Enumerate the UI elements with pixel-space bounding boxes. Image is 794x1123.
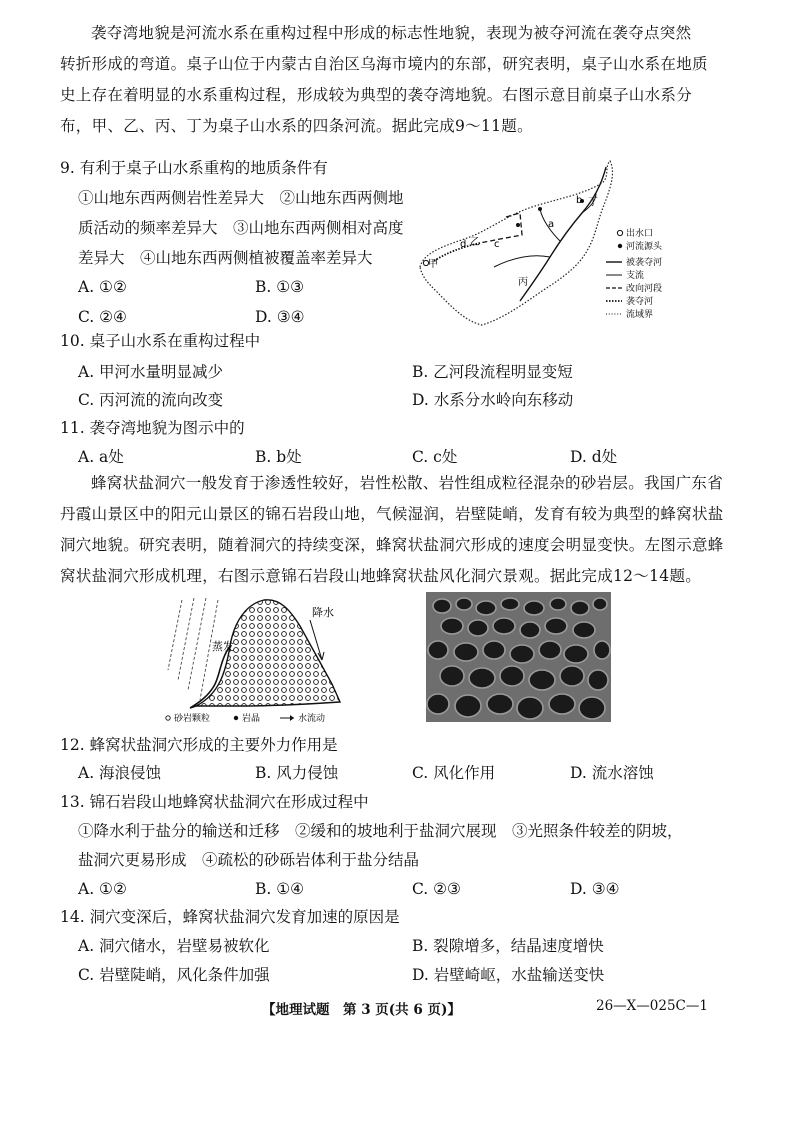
intro1-line: 布，甲、乙、丙、丁为桌子山水系的四条河流。据此完成9～11题。 [60, 117, 533, 135]
intro1-line: 袭夺湾地貌是河流水系在重构过程中形成的标志性地貌，表现为被夺河流在袭夺点突然 [91, 24, 692, 42]
captured-river [520, 167, 606, 301]
question-13-option-d[interactable]: D. ③④ [570, 880, 620, 898]
question-11-option-a[interactable]: A. a处 [78, 448, 124, 466]
question-12-option-d[interactable]: D. 流水溶蚀 [570, 764, 654, 782]
question-10-option-d[interactable]: D. 水系分水岭向东移动 [412, 391, 574, 409]
intro2-line: 蜂窝状盐洞穴一般发育于渗透性较好，岩性松散、岩性组成粒径混杂的砂岩层。我国广东省 [91, 474, 724, 492]
question-10-stem: 10. 桌子山水系在重构过程中 [60, 332, 261, 350]
legend-item: 支流 [626, 271, 645, 281]
intro-paragraph-1 [60, 18, 736, 142]
intro2-line: 窝状盐洞穴形成机理，右图示意锦石岩段山地蜂窝状盐风化洞穴景观。据此完成12～14题。 [60, 567, 702, 585]
question-13-line: 盐洞穴更易形成 ④疏松的砂砾岩体利于盐分结晶 [78, 851, 420, 869]
intro1-line: 转折形成的弯道。桌子山位于内蒙古自治区乌海市境内的东部，研究表明，桌子山水系在地质 [60, 55, 708, 73]
label-ding: 丁 [588, 197, 598, 208]
legend-item: 改向河段 [626, 284, 663, 294]
question-9-line: ①山地东西两侧岩性差异大 ②山地东西两侧地 [78, 189, 404, 207]
question-12-option-b[interactable]: B. 风力侵蚀 [255, 764, 339, 782]
label-a: a [548, 219, 555, 230]
footer-page-title: 【地理试题 第 3 页(共 6 页)】 [262, 1002, 461, 1018]
intro2-line: 丹霞山景区中的阳元山景区的锦石岩段山地，气候湿润，岩壁陡峭，发育有较为典型的蜂窝状盐 [60, 505, 724, 523]
intro1-line: 史上存在着明显的水系重构过程，形成较为典型的袭夺湾地貌。右图示意目前桌子山水系分 [60, 86, 693, 104]
honeycomb-cave-photo [426, 592, 611, 722]
legend-item: 岩晶 [242, 714, 261, 724]
intro2-line: 洞穴地貌。研究表明，随着洞穴的持续变深，蜂窝状盐洞穴形成的速度会明显变快。左图示意蜂 [60, 536, 724, 554]
question-13-option-b[interactable]: B. ①④ [255, 880, 305, 898]
question-11-option-c[interactable]: C. c处 [412, 448, 458, 466]
question-13-line: ①降水利于盐分的输送和迁移 ②缓和的坡地利于盐洞穴展现 ③光照条件较差的阴坡， [78, 822, 683, 840]
question-12-stem: 12. 蜂窝状盐洞穴形成的主要外力作用是 [60, 736, 338, 754]
question-12-option-a[interactable]: A. 海浪侵蚀 [78, 764, 162, 782]
legend-item: 水流动 [298, 714, 326, 724]
outlet-legend-icon [617, 230, 622, 235]
crystal-legend-icon [234, 716, 238, 720]
label-jia: 甲 [428, 259, 438, 270]
basin-boundary [420, 161, 612, 325]
question-9-option-b[interactable]: B. ①③ [255, 278, 305, 296]
question-10-option-c[interactable]: C. 丙河流的流向改变 [78, 391, 224, 409]
question-13-stem: 13. 锦石岩段山地蜂窝状盐洞穴在形成过程中 [60, 793, 369, 811]
tributary [494, 256, 550, 267]
question-14-option-a[interactable]: A. 洞穴储水，岩壁易被软化 [78, 937, 270, 955]
salt-cave-mechanism-diagram [160, 590, 360, 725]
question-10-option-b[interactable]: B. 乙河段流程明显变短 [412, 363, 573, 381]
question-9-option-c[interactable]: C. ②④ [78, 308, 127, 326]
drainage-map [410, 155, 710, 335]
question-9-line: 质活动的频率差异大 ③山地东西两侧相对高度 [78, 219, 404, 237]
legend-item: 出水口 [626, 229, 654, 239]
label-c: c [494, 239, 500, 250]
question-9-option-d[interactable]: D. ③④ [255, 308, 305, 326]
evaporation-label: 蒸发 [212, 640, 234, 653]
legend-item: 流域界 [626, 310, 654, 320]
question-11-stem: 11. 袭夺湾地貌为图示中的 [60, 419, 245, 437]
source-point [516, 223, 520, 227]
question-10-option-a[interactable]: A. 甲河水量明显减少 [78, 363, 224, 381]
intro-paragraph-2 [60, 468, 736, 592]
question-12-option-c[interactable]: C. 风化作用 [412, 764, 496, 782]
source-point [538, 207, 542, 211]
rain-lines [168, 598, 218, 700]
question-14-stem: 14. 洞穴变深后，蜂窝状盐洞穴发育加速的原因是 [60, 908, 400, 926]
map-legend [606, 227, 663, 320]
question-14-option-c[interactable]: C. 岩壁陡峭，风化条件加强 [78, 966, 270, 984]
footer-exam-code: 26—X—025C—1 [596, 998, 708, 1014]
question-13-option-c[interactable]: C. ②③ [412, 880, 461, 898]
source-legend-icon [618, 244, 622, 248]
rain-label: 降水 [312, 606, 334, 619]
question-14-option-b[interactable]: B. 裂隙增多，结晶速度增快 [412, 937, 604, 955]
legend-item: 被袭夺河 [626, 258, 663, 268]
question-11-option-d[interactable]: D. d处 [570, 448, 618, 466]
legend-item: 砂岩颗粒 [174, 714, 211, 724]
label-yi: 乙 [470, 237, 480, 248]
question-9-line: 差异大 ④山地东西两侧植被覆盖率差异大 [78, 249, 373, 267]
question-9-option-a[interactable]: A. ①② [78, 278, 127, 296]
grain-legend-icon [166, 716, 170, 720]
label-d: d [460, 239, 467, 250]
question-13-option-a[interactable]: A. ①② [78, 880, 127, 898]
label-bing: 丙 [518, 277, 528, 288]
legend-item: 河流源头 [626, 242, 663, 252]
question-9-stem: 9. 有利于桌子山水系重构的地质条件有 [60, 159, 328, 177]
legend-item: 袭夺河 [626, 297, 654, 307]
flow-legend-arrow [290, 715, 294, 721]
question-11-option-b[interactable]: B. b处 [255, 448, 302, 466]
label-b: b [576, 195, 583, 206]
diverted-segment [480, 213, 522, 243]
question-14-option-d[interactable]: D. 岩壁崎岖，水盐输送变快 [412, 966, 605, 984]
mechanism-legend [166, 712, 325, 724]
